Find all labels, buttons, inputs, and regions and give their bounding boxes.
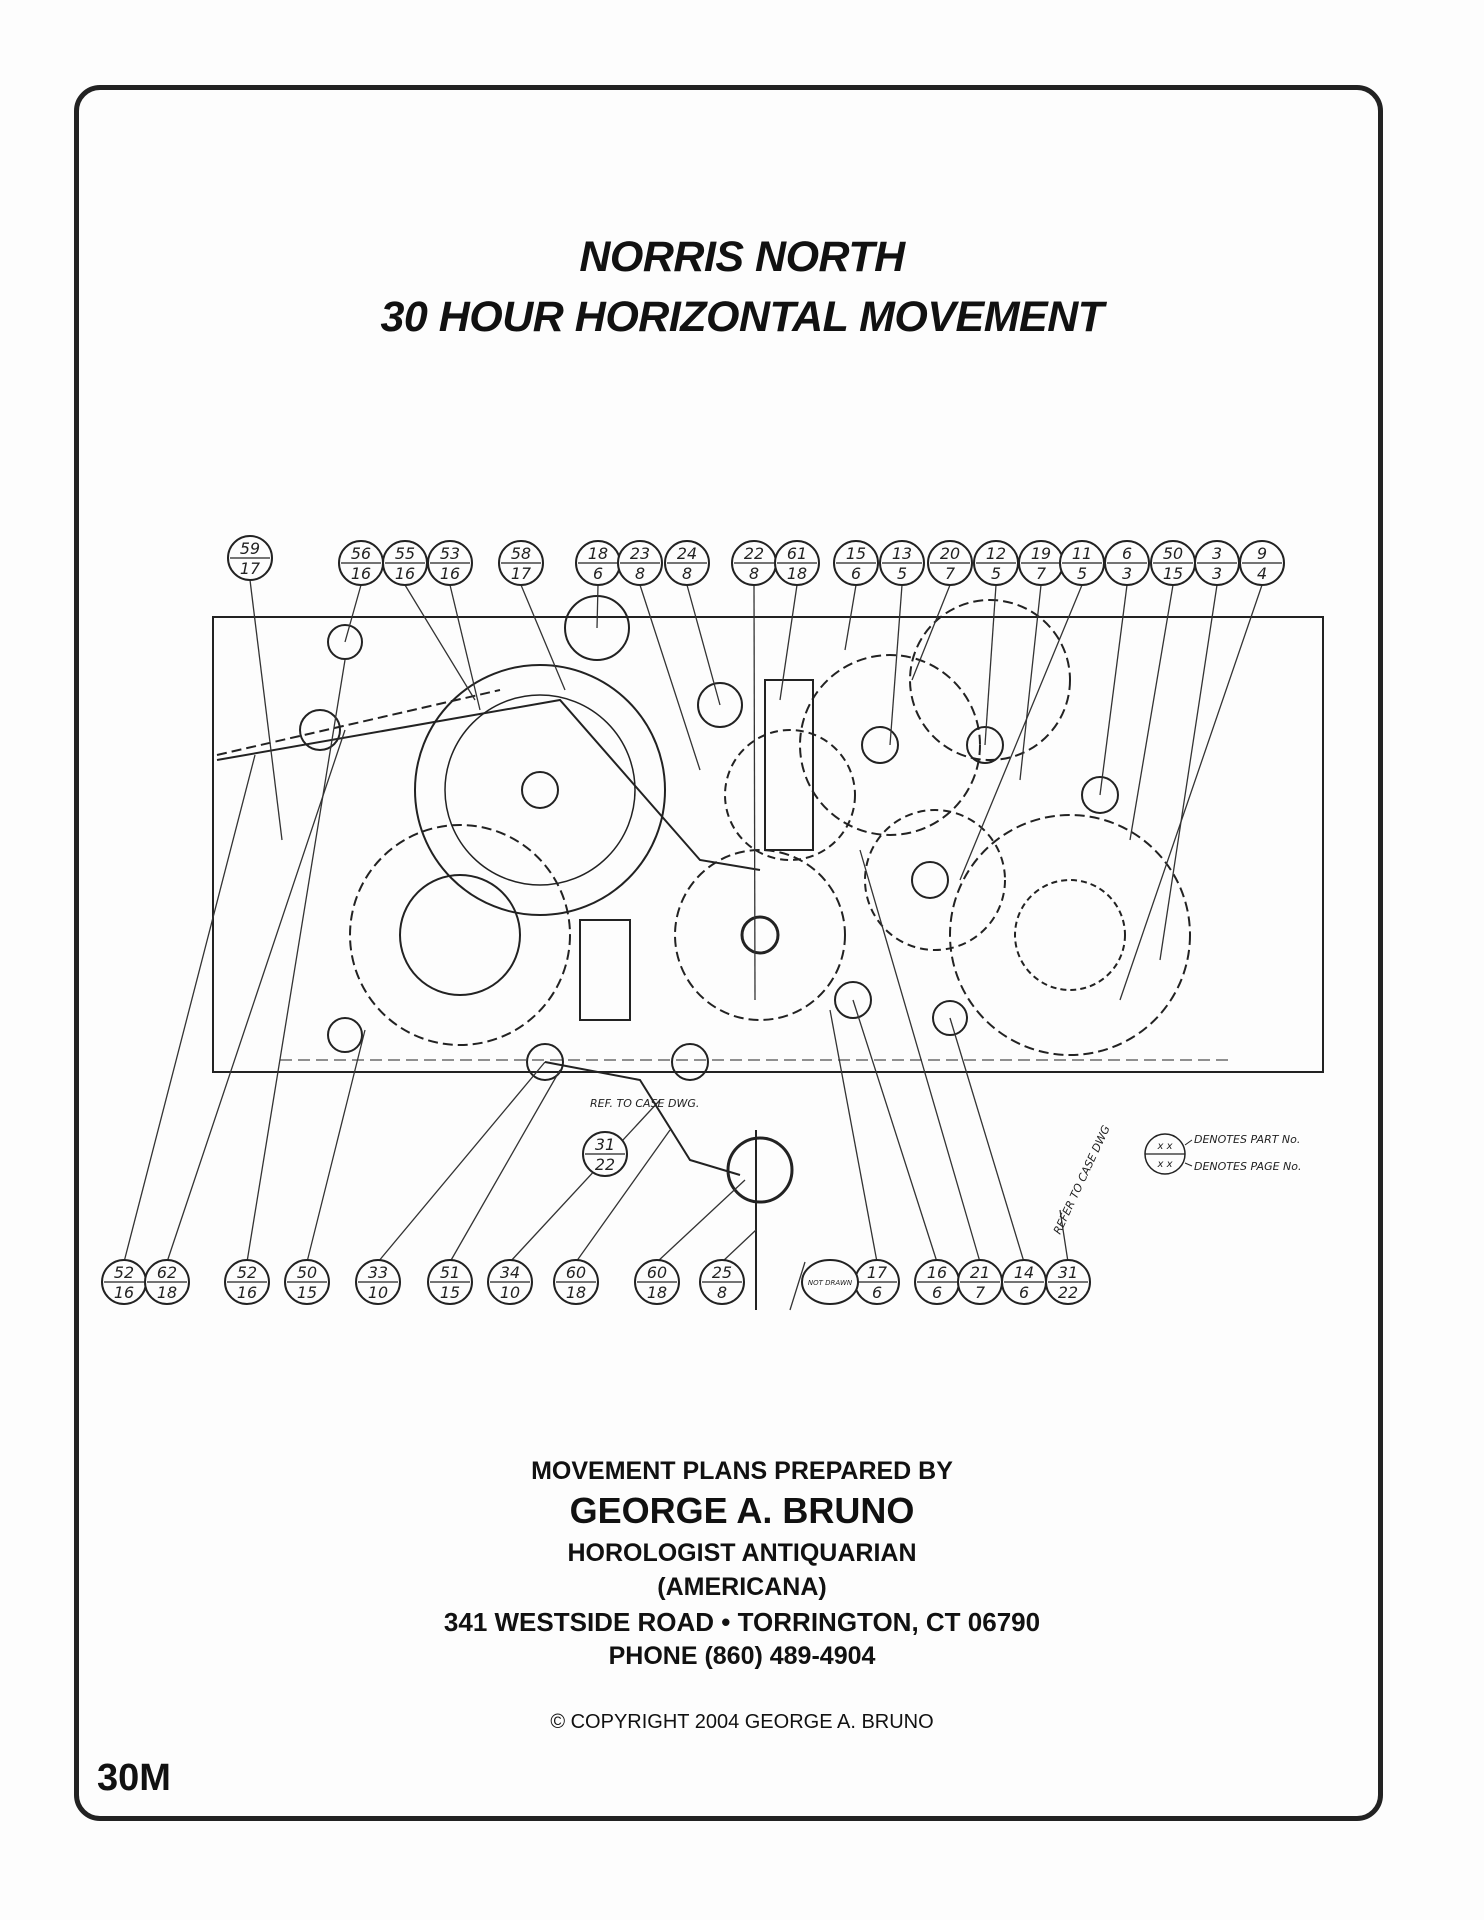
- arbor: [862, 727, 898, 763]
- not-drawn-label: NOT DRAWN: [807, 1279, 853, 1287]
- pendulum-bob: [728, 1138, 792, 1202]
- callout-part-number: 62: [156, 1263, 178, 1282]
- callout-part-number: 14: [1013, 1263, 1035, 1282]
- legend-part-label: DENOTES PART No.: [1194, 1133, 1301, 1146]
- callout-bubble: [499, 541, 543, 585]
- callout-page-number: 8: [681, 563, 693, 583]
- callout-page-number: 16: [113, 1282, 135, 1302]
- callout-part-number: 12: [985, 544, 1007, 563]
- svg-text:x x: x x: [1157, 1159, 1173, 1170]
- callout-part-number: 21: [969, 1263, 991, 1282]
- callout-part-number: 56: [350, 544, 372, 563]
- wheel: [950, 815, 1190, 1055]
- callout-page-number: 6: [871, 1282, 883, 1302]
- title-line-2: 30 HOUR HORIZONTAL MOVEMENT: [380, 293, 1104, 341]
- callout-bubble: [1046, 1260, 1090, 1304]
- callout-page-number: 6: [850, 563, 862, 583]
- arbor: [672, 1044, 708, 1080]
- legend: [1145, 1133, 1302, 1174]
- callout-part-number: 60: [646, 1263, 668, 1282]
- callout-bubble: [488, 1260, 532, 1304]
- callout-page-number: 22: [1057, 1282, 1079, 1302]
- arbor: [522, 772, 558, 808]
- wheel: [865, 810, 1005, 950]
- callout-part-number: 17: [866, 1263, 888, 1282]
- callout-page-number: 7: [944, 563, 956, 583]
- author-name: GEORGE A. BRUNO: [569, 1490, 915, 1531]
- callout-page-number: 6: [592, 563, 604, 583]
- callout-part-number: 25: [711, 1263, 733, 1282]
- callout-part-number: 22: [743, 544, 765, 563]
- callout-page-number: 18: [786, 563, 808, 583]
- callout-page-number: 6: [1018, 1282, 1030, 1302]
- legend-page-label: DENOTES PAGE No.: [1194, 1160, 1302, 1173]
- wheel: [1015, 880, 1125, 990]
- prepared-by: MOVEMENT PLANS PREPARED BY: [531, 1457, 953, 1485]
- page-code: 30M: [97, 1757, 171, 1799]
- callout-bubble: [583, 1132, 627, 1176]
- callout-page-number: 16: [439, 563, 461, 583]
- arbor: [328, 1018, 362, 1052]
- callout-part-number: 53: [439, 544, 461, 563]
- callout-page-number: 16: [394, 563, 416, 583]
- callout-bubble: [428, 1260, 472, 1304]
- callout-bubble: [356, 1260, 400, 1304]
- callout-bubble: [339, 541, 383, 585]
- callout-part-number: 31: [594, 1135, 616, 1154]
- callout-bubble: [635, 1260, 679, 1304]
- callout-bubble: [1002, 1260, 1046, 1304]
- callout-bubble: [775, 541, 819, 585]
- callout-page-number: 5: [1076, 563, 1088, 583]
- callout-page-number: 8: [716, 1282, 728, 1302]
- callout-part-number: 50: [296, 1263, 318, 1282]
- callout-part-number: 33: [367, 1263, 389, 1282]
- callout-bubble: [880, 541, 924, 585]
- title-line-1: NORRIS NORTH: [579, 233, 905, 281]
- callout-bubble: [145, 1260, 189, 1304]
- callout-bubble: [1019, 541, 1063, 585]
- callout-part-number: 51: [439, 1263, 461, 1282]
- wheel: [725, 730, 855, 860]
- callout-page-number: 16: [236, 1282, 258, 1302]
- callout-bubble: [225, 1260, 269, 1304]
- callout-page-number: 18: [565, 1282, 587, 1302]
- author-title: HOROLOGIST ANTIQUARIAN: [567, 1539, 917, 1567]
- callout-page-number: 15: [1162, 563, 1184, 583]
- callout-bubble: [834, 541, 878, 585]
- callouts-top: [228, 536, 1284, 585]
- callout-page-number: 15: [296, 1282, 318, 1302]
- callout-part-number: 23: [629, 544, 651, 563]
- cock: [765, 680, 813, 850]
- callout-part-number: 52: [236, 1263, 258, 1282]
- copyright: © COPYRIGHT 2004 GEORGE A. BRUNO: [550, 1711, 934, 1733]
- wheel: [350, 825, 570, 1045]
- lever: [217, 690, 500, 755]
- callout-page-number: 22: [594, 1154, 616, 1174]
- callout-bubble: [618, 541, 662, 585]
- callout-part-number: 6: [1121, 544, 1133, 563]
- callout-page-number: 10: [367, 1282, 389, 1302]
- callout-page-number: 8: [634, 563, 646, 583]
- callout-bubble: [915, 1260, 959, 1304]
- callout-bubble: [928, 541, 972, 585]
- callout-part-number: 59: [239, 539, 261, 558]
- callout-page-number: 5: [990, 563, 1002, 583]
- author-specialty: (AMERICANA): [657, 1573, 827, 1601]
- callout-part-number: 24: [676, 544, 698, 563]
- callout-page-number: 10: [499, 1282, 521, 1302]
- callout-bubble: [855, 1260, 899, 1304]
- callout-bubble: [228, 536, 272, 580]
- callout-bubble: [1195, 541, 1239, 585]
- callout-page-number: 6: [931, 1282, 943, 1302]
- arbor: [912, 862, 948, 898]
- svg-text:x x: x x: [1157, 1141, 1173, 1152]
- callout-part-number: 19: [1030, 544, 1052, 563]
- callout-part-number: 31: [1057, 1263, 1079, 1282]
- refer-case-note: REF. TO CASE DWG.: [590, 1097, 700, 1110]
- callout-bubble: [1060, 541, 1104, 585]
- refer-case-note-2: REFER TO CASE DWG: [1050, 1123, 1113, 1237]
- callout-part-number: 16: [926, 1263, 948, 1282]
- callout-part-number: 20: [939, 544, 961, 563]
- callout-page-number: 16: [350, 563, 372, 583]
- callout-part-number: 52: [113, 1263, 135, 1282]
- arbor: [742, 917, 778, 953]
- lever: [217, 700, 760, 870]
- callout-part-number: 58: [510, 544, 532, 563]
- callout-bubble: [732, 541, 776, 585]
- callout-page-number: 17: [239, 558, 261, 578]
- not-drawn-bubble: [802, 1260, 858, 1304]
- callout-page-number: 3: [1211, 563, 1223, 583]
- callout-page-number: 5: [896, 563, 908, 583]
- callout-page-number: 17: [510, 563, 532, 583]
- cock: [580, 920, 630, 1020]
- callout-part-number: 11: [1071, 544, 1093, 563]
- callout-page-number: 15: [439, 1282, 461, 1302]
- callout-part-number: 13: [891, 544, 913, 563]
- callout-bubble: [1240, 541, 1284, 585]
- callout-part-number: 18: [587, 544, 609, 563]
- callout-bubble: [974, 541, 1018, 585]
- callouts-bottom: [102, 1260, 1090, 1304]
- callout-bubble: [285, 1260, 329, 1304]
- callout-page-number: 7: [974, 1282, 986, 1302]
- callout-page-number: 3: [1121, 563, 1133, 583]
- callout-part-number: 15: [845, 544, 867, 563]
- callout-bubble: [1105, 541, 1149, 585]
- callout-part-number: 3: [1211, 544, 1223, 563]
- callout-page-number: 4: [1256, 563, 1268, 583]
- callout-page-number: 8: [748, 563, 760, 583]
- callout-page-number: 7: [1035, 563, 1047, 583]
- callout-part-number: 50: [1162, 544, 1184, 563]
- callout-bubble: [576, 541, 620, 585]
- callout-bubble: [428, 541, 472, 585]
- callout-page-number: 18: [156, 1282, 178, 1302]
- callout-bubble: [958, 1260, 1002, 1304]
- callout-part-number: 34: [499, 1263, 521, 1282]
- callout-page-number: 18: [646, 1282, 668, 1302]
- wheel: [445, 695, 635, 885]
- callout-part-number: 9: [1256, 544, 1268, 563]
- callout-bubble: [554, 1260, 598, 1304]
- author-phone: PHONE (860) 489-4904: [608, 1642, 876, 1670]
- callout-bubble: [1151, 541, 1195, 585]
- callout-mid: [583, 1132, 627, 1176]
- callout-part-number: 60: [565, 1263, 587, 1282]
- callout-part-number: 55: [394, 544, 416, 563]
- callout-part-number: 61: [786, 544, 808, 563]
- callout-bubble: [700, 1260, 744, 1304]
- wheel: [400, 875, 520, 995]
- wheel: [675, 850, 845, 1020]
- callout-bubble: [383, 541, 427, 585]
- callout-bubble: [665, 541, 709, 585]
- callout-bubble: [102, 1260, 146, 1304]
- author-address: 341 WESTSIDE ROAD • TORRINGTON, CT 06790: [443, 1607, 1041, 1637]
